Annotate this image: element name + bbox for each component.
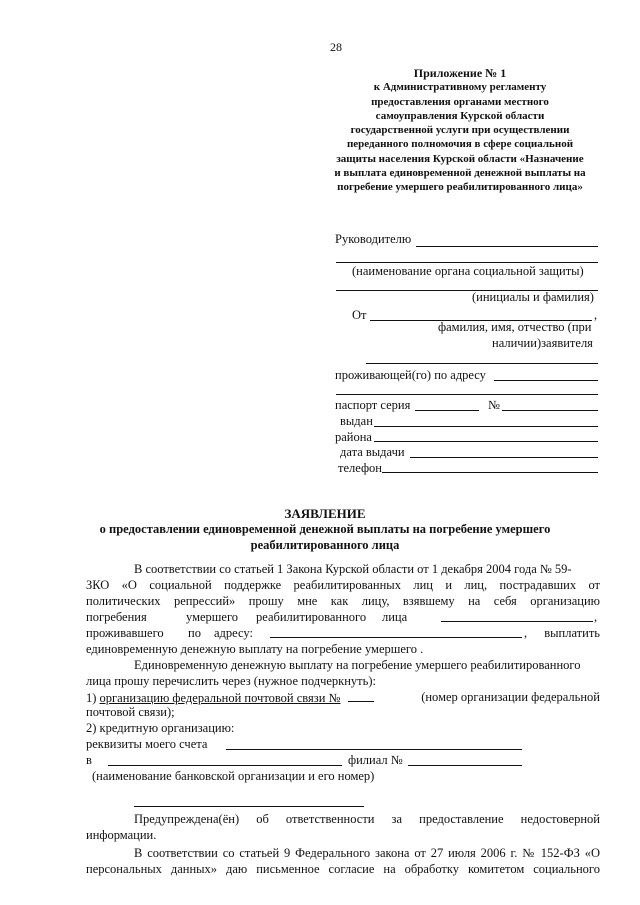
body-line: В соответствии со статьей 9 Федерального закона от 27 июля 2006 г. № 152-ФЗ «О <box>134 846 600 860</box>
address-label: проживающей(го) по адресу <box>335 368 486 382</box>
org-hint: (наименование органа социальной защиты) <box>352 264 584 278</box>
applicant-extra-field[interactable] <box>366 363 598 364</box>
statement-title: ЗАЯВЛЕНИЕ <box>284 506 366 521</box>
body-line: почтовой связи); <box>86 705 175 719</box>
body-line: ЗКО «О социальной поддержке реабилитированных лиц и лиц, пострадавших от <box>86 578 600 592</box>
deceased-name-field[interactable] <box>441 610 593 622</box>
initials-hint: (инициалы и фамилия) <box>472 290 594 304</box>
option-post <box>86 690 600 706</box>
body-line: Предупреждена(ён) об ответственности за предоставление недостоверной <box>134 812 600 826</box>
fio-hint-1: фамилия, имя, отчество (при <box>438 320 592 334</box>
number-sign: № <box>488 398 500 412</box>
word: реабилитированного <box>256 610 367 624</box>
word: выплатить <box>544 626 600 640</box>
org-field[interactable] <box>336 262 598 263</box>
comma: , <box>524 626 528 640</box>
passport-label: паспорт серия <box>335 398 411 412</box>
option-bank[interactable]: 2) кредитную организацию: <box>86 721 235 735</box>
branch-field[interactable] <box>408 765 522 766</box>
appendix-line: предоставления органами местного <box>371 95 549 108</box>
word: умершего <box>186 610 239 624</box>
fio-hint-2: наличии)заявителя <box>492 336 593 350</box>
from-comma: , <box>594 308 598 322</box>
body-line: информации. <box>86 828 157 842</box>
word: по <box>188 626 201 640</box>
appendix-line: к Административному регламенту <box>373 81 547 94</box>
word: погребения <box>86 610 147 624</box>
option-post-tail: (номер организации федеральной <box>421 690 600 704</box>
body-line: Единовременную денежную выплату на погребение умершего реабилитированного <box>134 658 581 672</box>
body-line: единовременную денежную выплату на погребение умершего . <box>86 642 424 656</box>
comma: , <box>594 610 598 624</box>
issue-date-label: дата выдачи <box>340 445 405 459</box>
passport-number-field[interactable] <box>502 410 598 411</box>
issue-date-field[interactable] <box>410 457 598 458</box>
district-field[interactable] <box>374 441 598 442</box>
phone-label: телефон <box>338 461 382 475</box>
appendix-line: переданного полномочия в сфере социальной <box>346 138 574 151</box>
appendix-line: самоуправления Курской области <box>375 109 545 122</box>
appendix-line: и выплата единовременной денежной выплаты на <box>334 167 586 180</box>
deceased-address-field[interactable] <box>270 626 522 638</box>
body-line: лица прошу перечислить через (нужное подчеркнуть): <box>86 674 376 688</box>
address-field[interactable] <box>494 380 598 381</box>
statement-subtitle-1: о предоставлении единовременной денежной выплаты на погребение умершего <box>99 522 551 536</box>
appendix-line: погребение умершего реабилитированного лица» <box>337 181 583 194</box>
bank-hint: (наименование банковской организации и его номер) <box>92 769 375 783</box>
passport-series-field[interactable] <box>415 410 479 411</box>
separator <box>134 806 364 807</box>
word: лица <box>382 610 408 624</box>
account-label: реквизиты моего счета <box>86 737 208 751</box>
page-number: 28 <box>330 40 342 54</box>
bank-in: в <box>86 753 92 767</box>
district-label: района <box>335 430 372 444</box>
option-prefix: 1) <box>86 691 100 705</box>
to-field[interactable] <box>416 246 598 247</box>
word: адресу: <box>214 626 253 640</box>
branch-label: филиал № <box>348 753 403 767</box>
body-line: В соответствии со статьей 1 Закона Курской области от 1 декабря 2004 года № 59- <box>134 562 572 576</box>
issued-field[interactable] <box>374 426 598 427</box>
account-field[interactable] <box>226 749 522 750</box>
from-label: От <box>352 308 367 322</box>
appendix-line: защиты населения Курской области «Назначение <box>336 152 584 165</box>
word: проживавшего <box>86 626 164 640</box>
to-label: Руководителю <box>335 232 412 246</box>
body-line: политических репрессий» прошу мне как лицу, взявшему на себя организацию <box>86 594 600 608</box>
appendix-line: государственной услуги при осуществлении <box>350 124 570 137</box>
issued-label: выдан <box>340 414 373 428</box>
bank-name-field[interactable] <box>108 765 342 766</box>
phone-field[interactable] <box>382 472 598 473</box>
body-line: персональных данных» даю письменное согласие на обработку комитетом социального <box>86 862 600 876</box>
address-field-2[interactable] <box>336 394 598 395</box>
post-office-number-field[interactable] <box>348 690 374 702</box>
appendix-title: Приложение № 1 <box>413 66 507 80</box>
statement-subtitle-2: реабилитированного лица <box>250 538 400 552</box>
appendix-block <box>300 66 620 195</box>
option-post-label[interactable]: организацию федеральной почтовой связи № <box>99 691 341 705</box>
